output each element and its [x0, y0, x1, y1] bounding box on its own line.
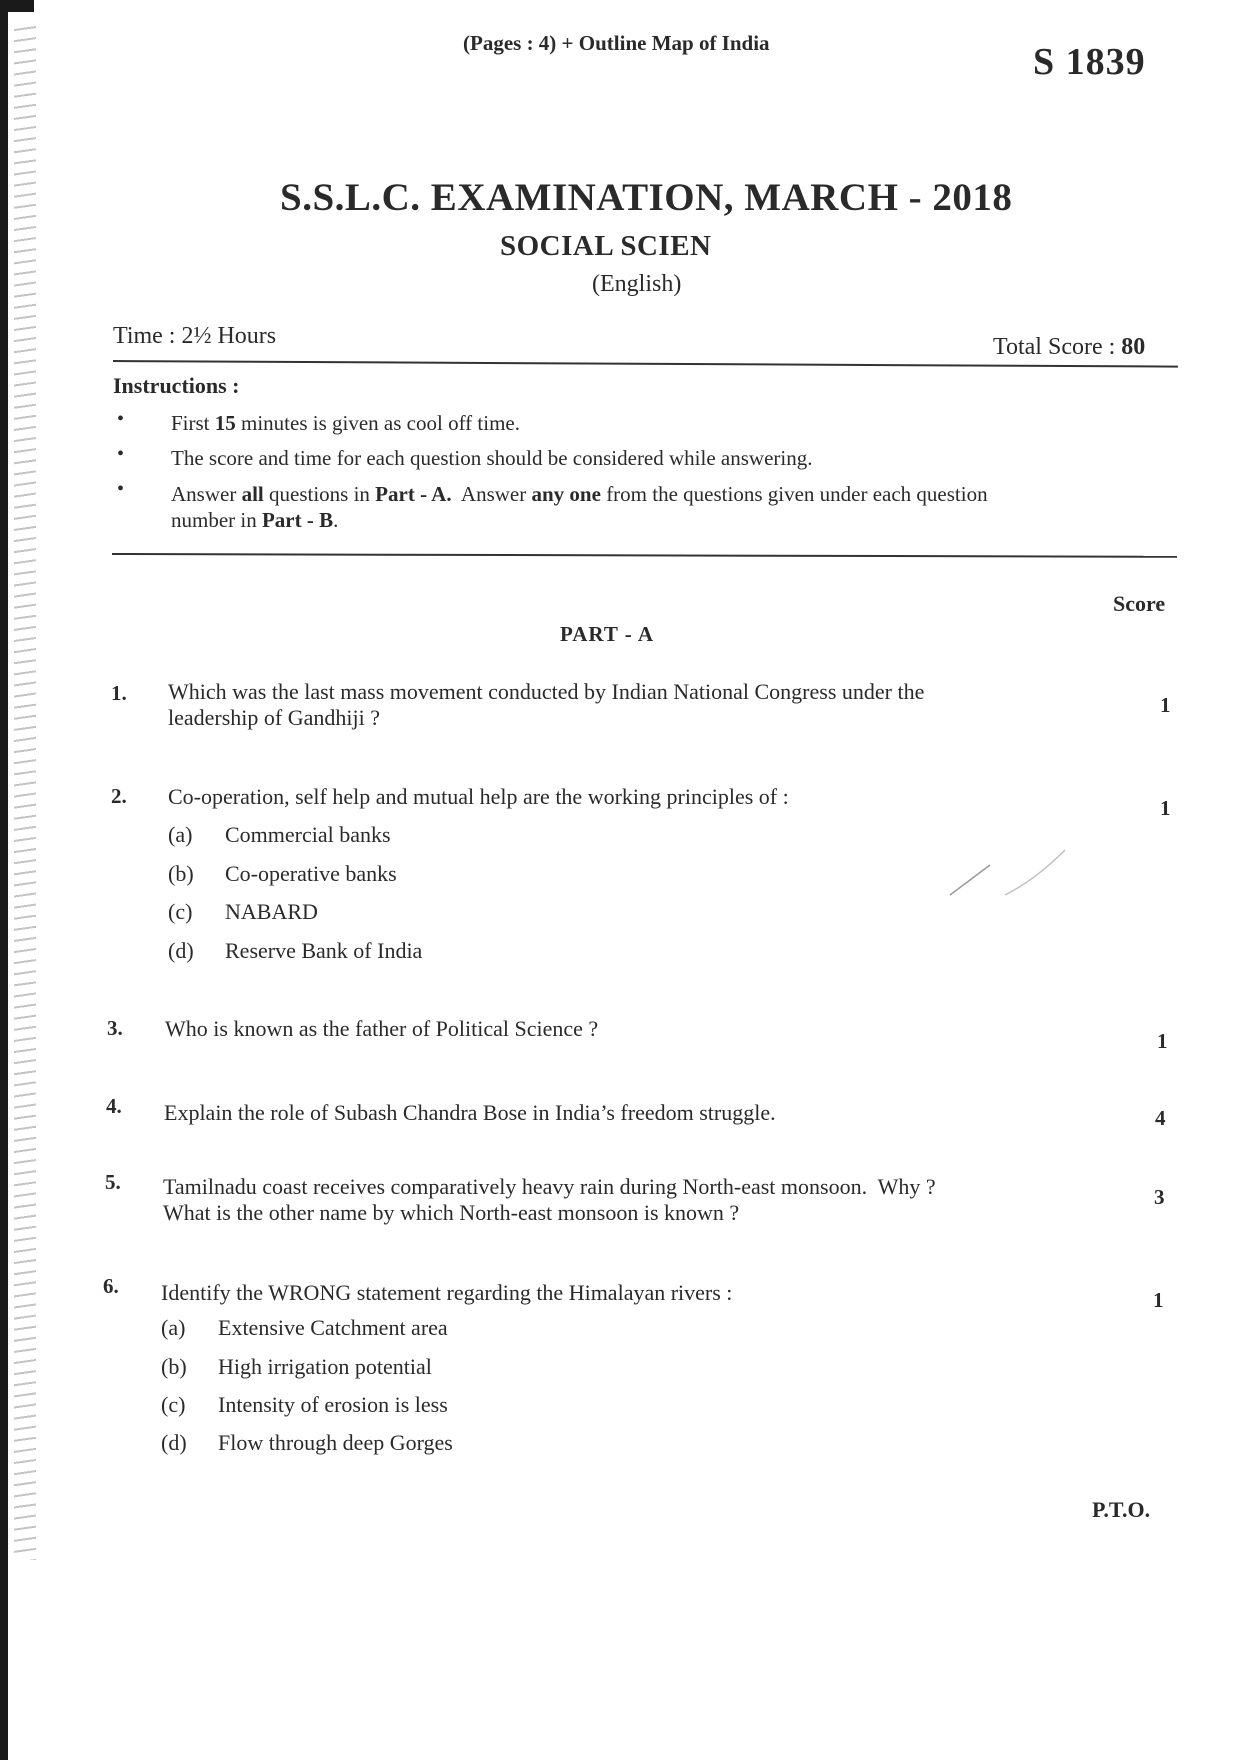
question-number: 3. — [107, 1016, 123, 1040]
perforation-strip — [14, 20, 36, 1560]
instruction-3-part: questions in — [263, 482, 376, 506]
instruction-3 — [171, 481, 988, 533]
question-score: 1 — [1153, 1288, 1164, 1312]
option-text: Commercial banks — [225, 822, 391, 847]
option-label: (d) — [168, 938, 194, 963]
instruction-3-part: Answer — [451, 482, 532, 506]
instruction-1-text: First — [171, 411, 215, 435]
score-heading: Score — [1113, 591, 1166, 616]
instruction-3-part: number in — [171, 508, 262, 532]
option-text: High irrigation potential — [218, 1354, 432, 1379]
question-text: Explain the role of Subash Chandra Bose in India’s freedom struggle. — [164, 1100, 776, 1125]
pencil-mark — [945, 840, 1075, 900]
instruction-2: The score and time for each question should be considered while answering. — [171, 446, 813, 470]
question-score: 1 — [1157, 1029, 1168, 1053]
option-text: NABARD — [225, 899, 318, 924]
total-score-label: Total Score : — [993, 334, 1122, 360]
question-score: 1 — [1160, 796, 1171, 820]
option-label: (c) — [161, 1392, 186, 1417]
option-label: (a) — [168, 822, 193, 847]
header-divider — [113, 360, 1178, 368]
instruction-3-bold: Part - A. — [375, 482, 452, 506]
question-number: 2. — [111, 784, 127, 808]
instruction-1 — [171, 410, 520, 436]
option-label: (d) — [161, 1430, 187, 1455]
pages-note: (Pages : 4) + Outline Map of India — [463, 31, 770, 55]
option-label: (b) — [161, 1354, 187, 1379]
option-label: (c) — [168, 899, 193, 924]
paper-code: S 1839 — [1033, 41, 1146, 83]
option-label: (a) — [161, 1315, 186, 1340]
bullet-icon: • — [117, 443, 125, 465]
question-number: 5. — [105, 1170, 121, 1194]
question-score: 1 — [1160, 693, 1171, 717]
bullet-icon: • — [117, 478, 125, 500]
instruction-3-bold: Part - B — [261, 508, 334, 532]
instruction-3-part: . — [333, 508, 339, 532]
question-score: 3 — [1154, 1185, 1165, 1209]
question-line: What is the other name by which North-east monsoon is known ? — [163, 1200, 740, 1225]
question-number: 6. — [103, 1274, 119, 1298]
subject-title: SOCIAL SCIEN — [500, 230, 712, 262]
option-text: Reserve Bank of India — [225, 938, 423, 963]
option-text: Intensity of erosion is less — [218, 1392, 448, 1417]
option-text: Flow through deep Gorges — [218, 1430, 453, 1455]
question-text: Co-operation, self help and mutual help are the working principles of : — [168, 784, 789, 809]
question-text — [168, 679, 924, 731]
option-label: (b) — [168, 861, 194, 886]
total-score — [993, 334, 1145, 361]
instruction-3-part: from the questions given under each question — [600, 482, 988, 506]
question-number: 1. — [111, 681, 127, 705]
bullet-icon: • — [117, 408, 125, 430]
part-heading: PART - A — [560, 622, 654, 646]
instruction-3-part: Answer — [171, 482, 242, 506]
instructions-divider — [112, 553, 1177, 558]
scan-edge-bar — [0, 10, 8, 1760]
instruction-3-bold: all — [241, 482, 264, 506]
question-line: leadership of Gandhiji ? — [168, 705, 380, 730]
question-text: Who is known as the father of Political Science ? — [165, 1016, 599, 1041]
option-text: Co-operative banks — [225, 861, 397, 886]
question-line: Which was the last mass movement conducted by Indian National Congress under the — [168, 679, 925, 704]
question-text: Identify the WRONG statement regarding the Himalayan rivers : — [161, 1280, 733, 1305]
instructions-heading: Instructions : — [113, 373, 240, 398]
time-label: Time : 2½ Hours — [113, 323, 277, 349]
language-label: (English) — [592, 271, 682, 297]
pto-label: P.T.O. — [1092, 1497, 1151, 1522]
question-text — [163, 1174, 936, 1226]
question-number: 4. — [106, 1094, 122, 1118]
exam-title: S.S.L.C. EXAMINATION, MARCH - 2018 — [280, 176, 1013, 219]
instruction-3-bold: any one — [531, 482, 601, 506]
total-score-value: 80 — [1121, 334, 1146, 360]
instruction-1-bold: 15 — [214, 411, 236, 435]
option-text: Extensive Catchment area — [218, 1315, 448, 1340]
question-score: 4 — [1155, 1106, 1166, 1130]
question-line: Tamilnadu coast receives comparatively heavy rain during North-east monsoon. Why ? — [163, 1174, 936, 1199]
instruction-1-text-end: minutes is given as cool off time. — [235, 411, 521, 435]
